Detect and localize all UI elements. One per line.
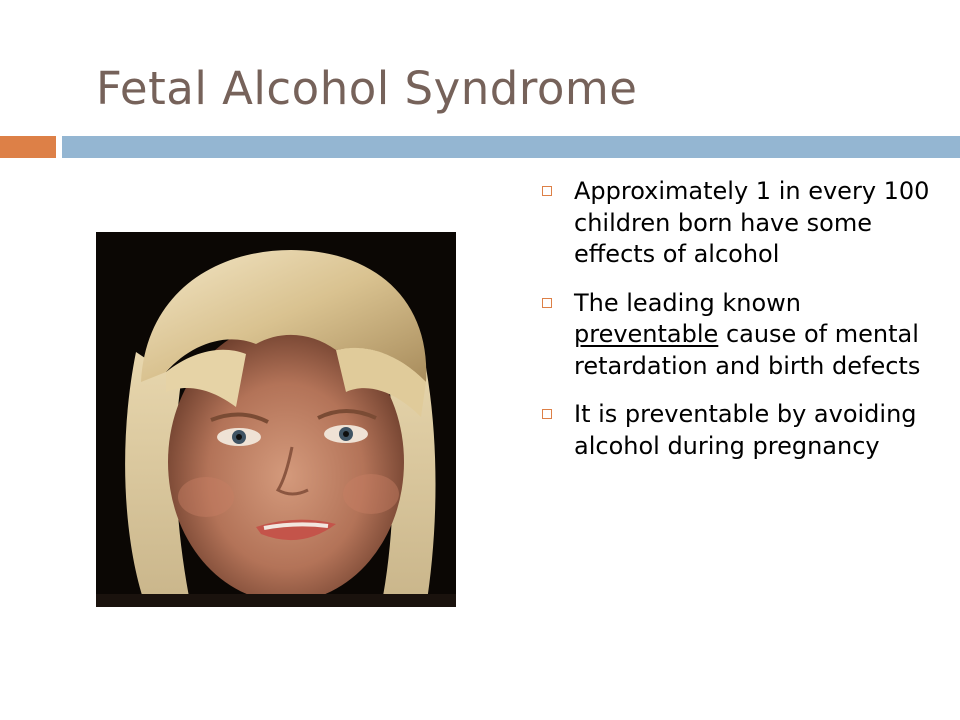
square-bullet-icon [542,186,552,196]
child-face-photo [96,232,456,607]
bullet-text: It is preventable by avoiding alcohol during pregnancy [574,400,917,460]
bullet-text-before: The leading known [574,288,802,317]
square-bullet-icon [542,298,552,308]
bullet-item [540,288,940,383]
bullet-item [540,399,940,462]
slide-title: Fetal Alcohol Syndrome [96,62,638,115]
bullet-text-after: cause of mental retardation and birth defects [574,320,921,380]
bullet-item [540,176,940,271]
square-bullet-icon [542,409,552,419]
bullet-list [540,176,940,479]
title-accent-bar-orange [0,136,56,158]
bullet-text-underlined: preventable [574,320,719,348]
bullet-text: Approximately 1 in every 100 children born have some effects of alcohol [574,177,930,268]
title-accent-bar-blue [62,136,960,158]
